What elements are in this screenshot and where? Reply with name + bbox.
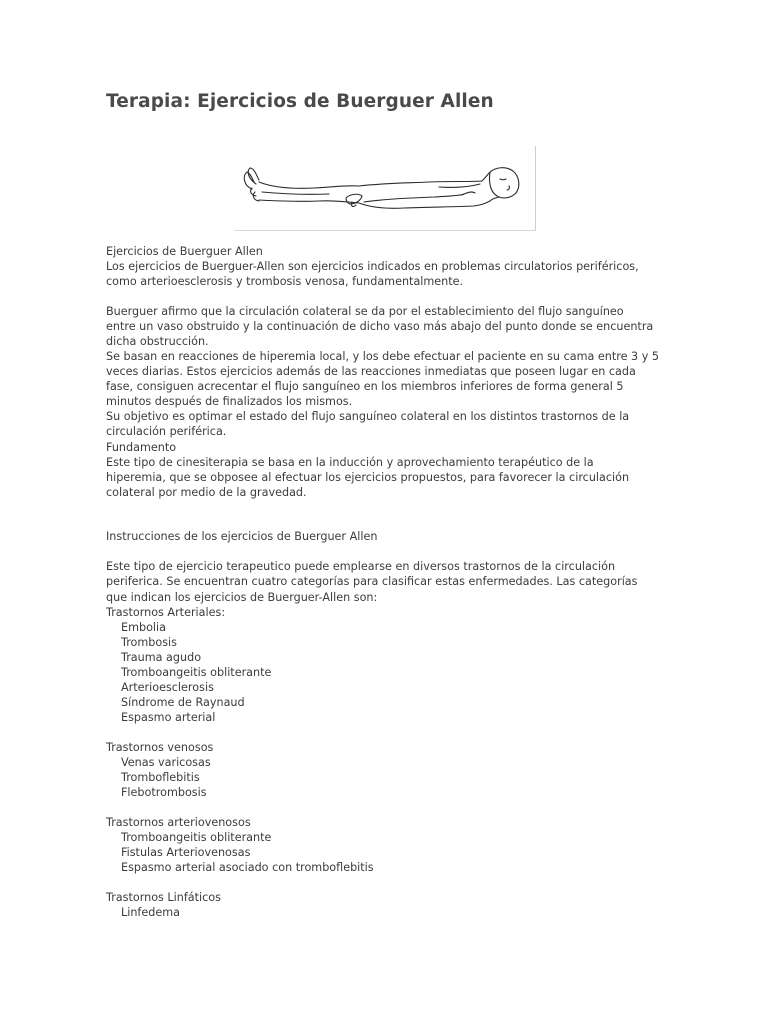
list-item: Trauma agudo [121, 651, 202, 664]
text-line: circulación periférica. [106, 425, 227, 438]
list-item: Flebotrombosis [121, 786, 207, 799]
text-line: hiperemia, que se obposee al efectuar los ejercicios propuestos, para favorecer la circulación [106, 471, 630, 484]
text-line: Su objetivo es optimar el estado del flujo sanguíneo colateral en los distintos trastornos de la [106, 410, 630, 423]
figure-border-right [535, 146, 536, 231]
text-line: colateral por medio de la gravedad. [106, 486, 307, 499]
section-heading: Fundamento [106, 441, 177, 454]
text-line: Este tipo de ejercicio terapeutico puede emplearse en diversos trastornos de la circulación [106, 560, 616, 573]
list-item: Trombosis [121, 636, 177, 649]
text-line: que indican los ejercicios de Buerguer-Allen son: [106, 591, 378, 604]
page-title: Terapia: Ejercicios de Buerguer Allen [106, 91, 494, 112]
list-item: Arterioesclerosis [121, 681, 214, 694]
category-heading: Trastornos venosos [106, 741, 214, 754]
list-item: Tromboangeitis obliterante [121, 831, 272, 844]
text-line: dicha obstrucción. [106, 335, 209, 348]
list-item: Síndrome de Raynaud [121, 696, 245, 709]
text-line: Buerguer afirmo que la circulación colateral se da por el establecimiento del flujo sanguíneo [106, 305, 624, 318]
list-item: Venas varicosas [121, 756, 211, 769]
text-line: periferica. Se encuentran cuatro categorías para clasificar estas enfermedades. Las categorías [106, 575, 638, 588]
category-heading: Trastornos Linfáticos [106, 891, 221, 904]
list-item: Fistulas Arteriovenosas [121, 846, 251, 859]
section-heading: Instrucciones de los ejercicios de Buerguer Allen [106, 530, 378, 543]
list-item: Espasmo arterial asociado con tromboflebitis [121, 861, 374, 874]
list-item: Linfedema [121, 906, 180, 919]
text-line: fase, consiguen acrecentar el flujo sanguíneo en los miembros inferiores de forma general 5 [106, 380, 624, 393]
text-line: como arterioesclerosis y trombosis venosa, fundamentalmente. [106, 275, 464, 288]
text-line: Se basan en reacciones de hiperemia local, y los debe efectuar el paciente en su cama entre 3 y 5 [106, 350, 660, 363]
text-line: entre un vaso obstruido y la continuación de dicho vaso más abajo del punto donde se encuentra [106, 320, 654, 333]
text-line: Los ejercicios de Buerguer-Allen son ejercicios indicados en problemas circulatorios periféricos, [106, 260, 639, 273]
list-item: Tromboflebitis [121, 771, 200, 784]
figure-reclining-body [234, 146, 536, 231]
category-heading: Trastornos Arteriales: [106, 606, 226, 619]
text-line: Este tipo de cinesiterapia se basa en la inducción y aprovechamiento terapéutico de la [106, 456, 594, 469]
figure-border-bottom [234, 230, 536, 231]
text-line: minutos después de finalizados los mismos. [106, 395, 353, 408]
list-item: Tromboangeitis obliterante [121, 666, 272, 679]
list-item: Espasmo arterial [121, 711, 216, 724]
list-item: Embolia [121, 621, 166, 634]
reclining-body-icon [234, 146, 536, 231]
text-line: veces diarias. Estos ejercicios además de las reacciones inmediatas que poseen lugar en cada [106, 365, 636, 378]
text-line: Ejercicios de Buerguer Allen [106, 245, 263, 258]
category-heading: Trastornos arteriovenosos [106, 816, 251, 829]
